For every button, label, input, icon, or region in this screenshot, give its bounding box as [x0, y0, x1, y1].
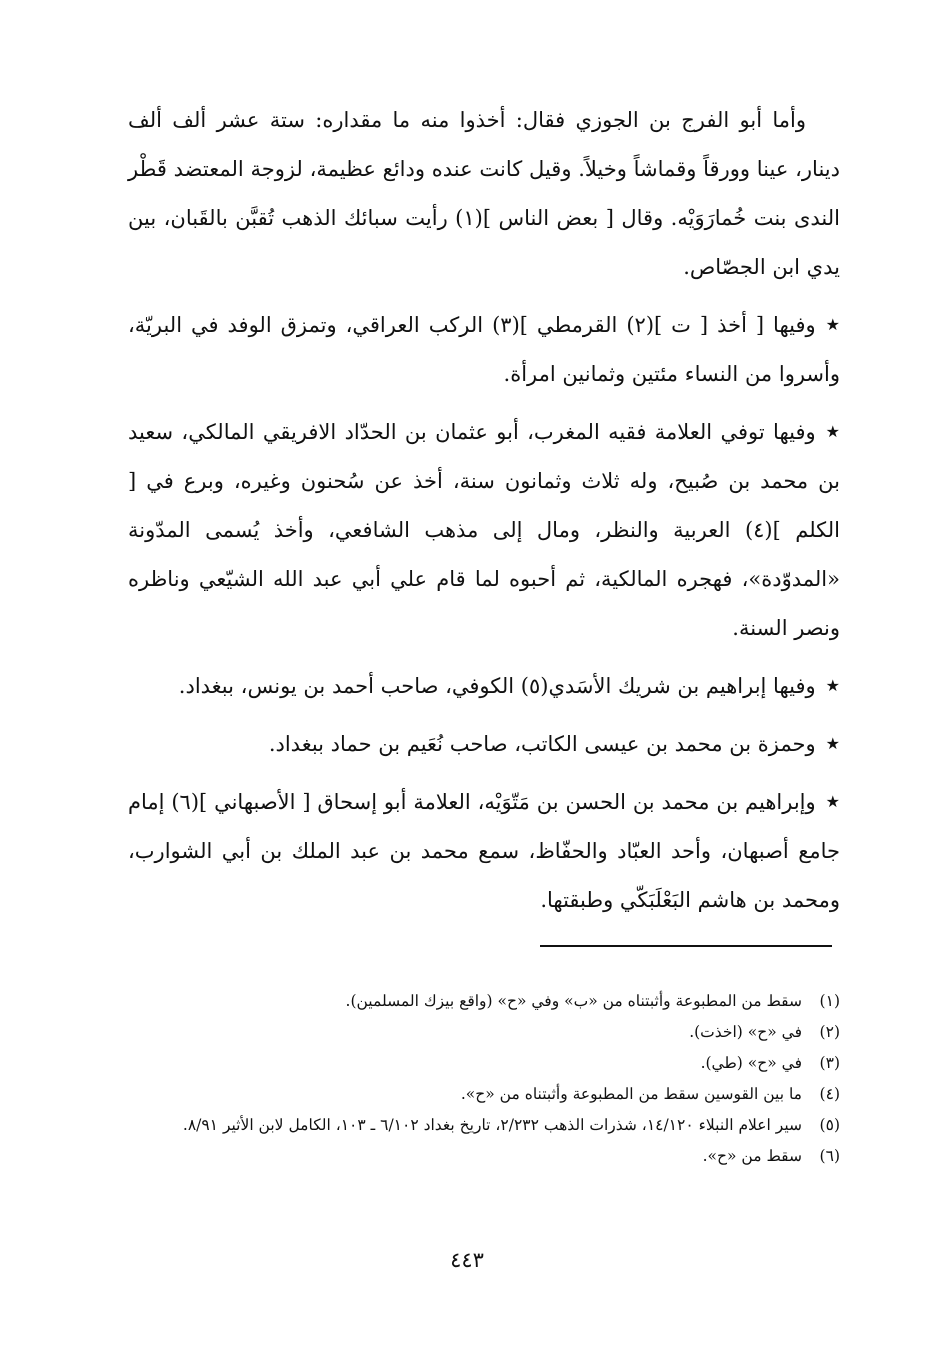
star-icon: ★ [825, 315, 840, 334]
paragraph-text: وفيها إبراهيم بن شريك الأسَدي(٥) الكوفي، صاحب أحمد بن يونس، ببغداد. [178, 674, 816, 698]
footnote-number: (١) [819, 992, 840, 1010]
footnote [128, 1079, 840, 1110]
paragraph [128, 407, 840, 653]
paragraph-text: وإبراهيم بن محمد بن الحسن بن مَتّوَيْه، العلامة أبو إسحاق [ الأصبهاني ](٦) إمام جامع أصبهان، وأحد العبّاد والحفّاظ، سمع محمد بن عبد الملك بن أبي الشوارب، ومحمد بن هاشم البَعْلَبَكّي وطبقتها. [128, 790, 840, 912]
star-icon: ★ [825, 676, 840, 695]
footnote-number: (٦) [819, 1147, 840, 1165]
footnote [128, 1017, 840, 1048]
paragraph [128, 661, 840, 711]
paragraph-text: وحمزة بن محمد بن عيسى الكاتب، صاحب نُعَيم بن حماد ببغداد. [268, 732, 816, 756]
footnote-text: في «ح» (اخذت). [689, 1023, 802, 1041]
paragraph [128, 777, 840, 925]
footnote [128, 1048, 840, 1079]
star-icon: ★ [825, 422, 840, 441]
paragraph [128, 96, 840, 292]
footnote-number: (٢) [819, 1023, 840, 1041]
footnote-number: (٣) [819, 1054, 840, 1072]
footnote [128, 1141, 840, 1172]
footnote-text: ما بين القوسين سقط من المطبوعة وأثبتناه من «ح». [460, 1085, 802, 1103]
footnote [128, 1110, 840, 1141]
footnote-text: في «ح» (طي). [700, 1054, 802, 1072]
footnotes [128, 986, 840, 1172]
footnote-number: (٥) [819, 1116, 840, 1134]
footnote-number: (٤) [819, 1085, 840, 1103]
star-icon: ★ [825, 734, 840, 753]
paragraph [128, 719, 840, 769]
footnote-text: سقط من المطبوعة وأثبتناه من «ب» وفي «ح» (واقع بيزك المسلمين). [345, 992, 802, 1010]
footnote-text: سقط من «ح». [702, 1147, 802, 1165]
footnote-text: سير اعلام النبلاء ١٤/١٢٠، شذرات الذهب ٢/٢٣٢، تاريخ بغداد ٦/١٠٢ ـ ١٠٣، الكامل لابن الأثير ٨/٩١. [182, 1116, 802, 1134]
star-icon: ★ [825, 792, 840, 811]
footnote-separator [540, 945, 832, 947]
paragraph-text: وأما أبو الفرج بن الجوزي فقال: أخذوا منه ما مقداره: ستة عشر ألف ألف دينار، عينا وورقاً وقماشاً وخيلاً. وقيل كانت عنده ودائع عظيمة، لزوجة المعتضد قَطْر الندى بنت خُمارَوَيْه. وقال [ بعض الناس ](١) رأيت سبائك الذهب تُقبَّن بالقَبان، بين يدي ابن الجصّاص. [128, 108, 840, 279]
footnote [128, 986, 840, 1017]
main-text [128, 96, 840, 933]
paragraph-text: وفيها [ أخذ [ ت ](٢) القرمطي ](٣) الركب العراقي، وتمزق الوفد في البريّة، وأسروا من النساء مئتين وثمانين امرأة. [128, 313, 840, 386]
paragraph [128, 300, 840, 399]
page-number: ٤٤٣ [450, 1248, 484, 1272]
paragraph-text: وفيها توفي العلامة فقيه المغرب، أبو عثمان بن الحدّاد الافريقي المالكي، سعيد بن محمد بن صُبيح، وله ثلاث وثمانون سنة، أخذ عن سُحنون وغيره، وبرع في [ الكلم ](٤) العربية والنظر، ومال إلى مذهب الشافعي، وأخذ يُسمى المدّونة «المدوّدة»، فهجره المالكية، ثم أحبوه لما قام علي أبي عبد الله الشيّعي وناظره ونصر السنة. [128, 420, 840, 640]
